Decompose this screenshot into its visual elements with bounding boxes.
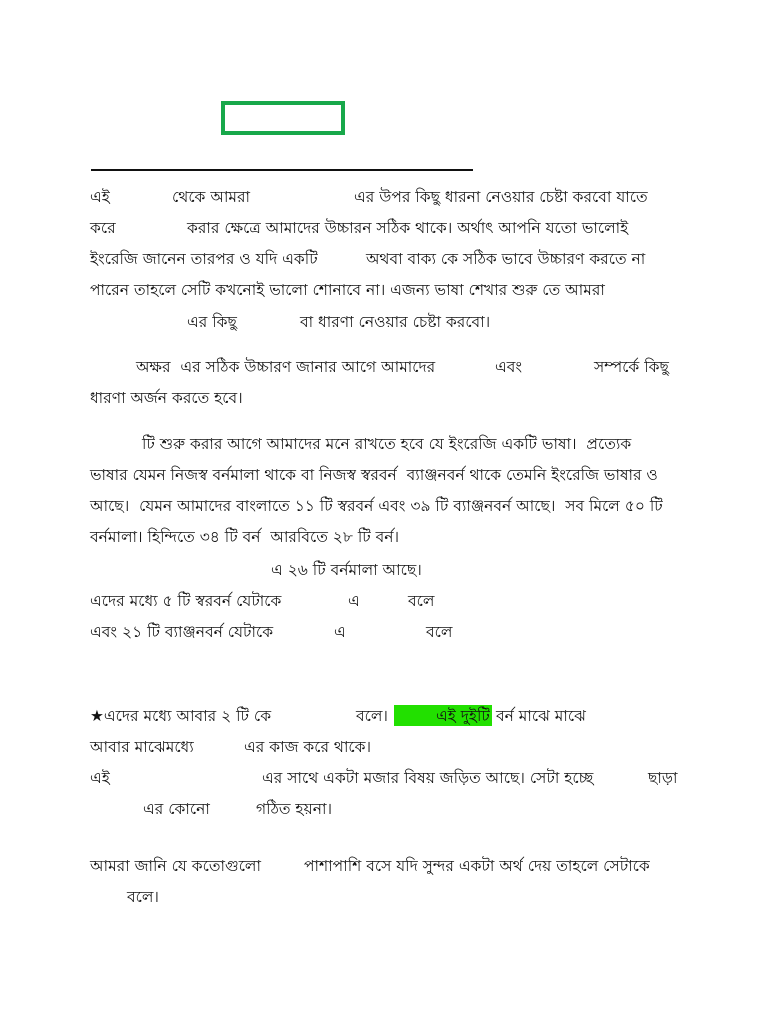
- text-segment: বলে।: [127, 888, 159, 906]
- text-segment: বলে: [408, 592, 435, 610]
- text-segment: এ ২৬ টি বর্নমালা আছে।: [271, 561, 422, 579]
- text-segment: ভাষার যেমন নিজস্ব বর্নমালা থাকে বা নিজস্ব স্বরবর্ন ব্যাঞ্জনবর্ন থাকে তেমনি ইংরেজি ভাষার ও: [90, 466, 658, 484]
- text-segment: থেকে আমরা: [172, 188, 251, 206]
- text-segment: এই: [90, 188, 110, 206]
- text-segment: আছে। যেমন আমাদের বাংলাতে ১১ টি স্বরবর্ন এবং ৩৯ টি ব্যাঞ্জনবর্ন আছে। সব মিলে ৫০ টি: [90, 497, 663, 515]
- text-segment: বর্ন মাঝে মাঝে: [496, 707, 586, 725]
- text-segment: এর কাজ করে থাকে।: [244, 738, 372, 756]
- text-segment: টি শুরু করার আগে আমাদের মনে রাখতে হবে যে ইংরেজি একটি ভাষা। প্রত্যেক: [142, 435, 632, 453]
- text-segment: এর উপর কিছু ধারনা নেওয়ার চেষ্টা করবো যাতে: [354, 188, 648, 206]
- text-segment: এ: [334, 623, 346, 641]
- text-segment: বলে।: [356, 707, 388, 725]
- text-segment: পারেন তাহলে সেটি কখনোই ভালো শোনাবে না। এজন্য ভাষা শেখার শুরু তে আমরা: [90, 281, 605, 299]
- text-segment: বর্নমালা। হিন্দিতে ৩৪ টি বর্ন আরবিতে ২৮ টি বর্ন।: [90, 528, 400, 546]
- text-segment: ধারণা অর্জন করতে হবে।: [90, 389, 243, 407]
- text-segment: ছাড়া: [648, 769, 678, 787]
- title-underline: [91, 169, 473, 171]
- text-segment: এবং ২১ টি ব্যাঞ্জনবর্ন যেটাকে: [90, 623, 274, 641]
- text-segment: ★এদের মধ্যে আবার ২ টি কে: [90, 707, 272, 725]
- text-segment: করে: [90, 219, 116, 237]
- title-box: [221, 101, 345, 135]
- text-segment: আবার মাঝেমধ্যে: [90, 738, 194, 756]
- text-segment: ইংরেজি জানেন তারপর ও যদি একটি: [90, 250, 318, 268]
- text-segment: পাশাপাশি বসে যদি সুন্দর একটা অর্থ দেয় তাহলে সেটাকে: [304, 857, 650, 875]
- highlighted-text: এই দুইটি: [436, 707, 490, 725]
- text-segment: অক্ষর এর সঠিক উচ্চারণ জানার আগে আমাদের: [136, 358, 436, 376]
- text-segment: অথবা বাক্য কে সঠিক ভাবে উচ্চারণ করতে না: [366, 250, 646, 268]
- text-segment: এর সাথে একটা মজার বিষয় জড়িত আছে। সেটা হচ্ছে: [262, 769, 594, 787]
- text-segment: এবং: [495, 358, 523, 376]
- text-segment: করার ক্ষেত্রে আমাদের উচ্চারন সঠিক থাকে। অর্থাৎ আপনি যতো ভালোই: [187, 219, 629, 237]
- text-segment: আমরা জানি যে কতোগুলো: [90, 857, 261, 875]
- text-segment: এ: [348, 592, 360, 610]
- text-segment: এদের মধ্যে ৫ টি স্বরবর্ন যেটাকে: [90, 592, 282, 610]
- text-segment: এর কোনো: [143, 800, 210, 818]
- text-segment: বলে: [426, 623, 453, 641]
- text-segment: এই: [90, 769, 110, 787]
- text-segment: গঠিত হয়না।: [256, 800, 332, 818]
- text-segment: বা ধারণা নেওয়ার চেষ্টা করবো।: [300, 313, 491, 331]
- text-segment: সম্পর্কে কিছু: [594, 358, 669, 376]
- text-segment: এর কিছু: [187, 313, 237, 331]
